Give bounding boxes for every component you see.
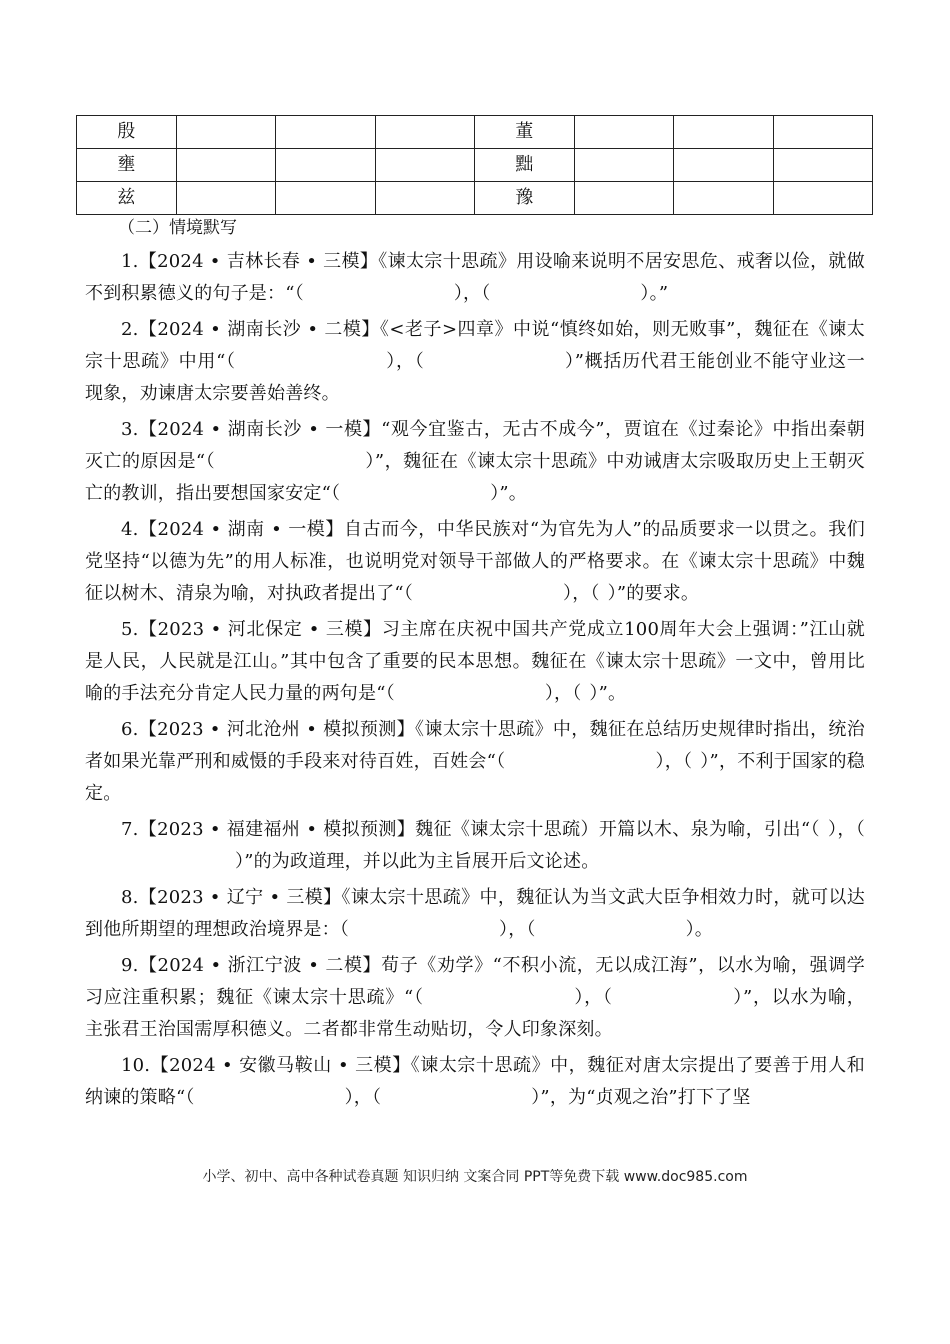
table-blank-cell bbox=[375, 182, 475, 215]
question-text: ）”的为政道理，并以此为主旨展开后文论述。 bbox=[235, 851, 600, 872]
question-text: ）”的要求。 bbox=[607, 583, 700, 604]
table-blank-cell bbox=[176, 116, 276, 149]
question-text: ），（ bbox=[344, 1087, 382, 1108]
table-char-cell: 殷 bbox=[77, 116, 177, 149]
question-item bbox=[85, 950, 865, 1046]
question-text: ），（ bbox=[453, 283, 491, 304]
question-text: ），（ bbox=[563, 583, 600, 604]
question-text: ）”，不利于国家的稳定。 bbox=[85, 751, 866, 804]
table-blank-cell bbox=[674, 182, 774, 215]
question-item bbox=[85, 514, 865, 610]
table-blank-cell bbox=[773, 182, 873, 215]
question-item bbox=[85, 714, 865, 810]
question-text: 4.【2024 • 湖南 • 一模】自古而今，中华民族对“为官先为人”的品质要求一以贯之。我们党坚持“以德为先”的用人标准，也说明党对领导干部做人的严格要求。在《谏太宗十思疏》中魏征以树木、清泉为喻，对执政者提出了“（ bbox=[85, 519, 865, 604]
table-char-cell: 兹 bbox=[77, 182, 177, 215]
question-text: ）。 bbox=[685, 919, 714, 940]
table-blank-cell bbox=[773, 149, 873, 182]
question-text: ）”，为“贞观之治”打下了坚 bbox=[531, 1087, 751, 1108]
table-blank-cell bbox=[176, 149, 276, 182]
table-char-cell: 壅 bbox=[77, 149, 177, 182]
question-text: 2.【2024 • 湖南长沙 • 二模】《<老子>四章》中说“慎终如始，则无败事”，魏征在《谏太宗十思疏》中用“（ bbox=[85, 319, 865, 372]
table-blank-cell bbox=[574, 116, 674, 149]
table-row bbox=[77, 116, 873, 149]
question-item bbox=[85, 814, 865, 878]
table-blank-cell bbox=[375, 149, 475, 182]
table-blank-cell bbox=[176, 182, 276, 215]
question-text: 5.【2023 • 河北保定 • 三模】习主席在庆祝中国共产党成立100周年大会上强调：”江山就是人民，人民就是江山。”其中包含了重要的民本思想。魏征在《谏太宗十思疏》一文中，曾用比喻的手法充分肯定人民力量的两句是“（ bbox=[85, 619, 865, 704]
question-text: 1.【2024 • 吉林长春 • 三模】《谏太宗十思疏》用设喻来说明不居安思危、戒奢以俭，就做不到积累德义的句子是：“（ bbox=[85, 251, 865, 304]
character-table bbox=[76, 115, 873, 215]
question-text: 7.【2023 • 福建福州 • 模拟预测】魏征《谏太宗十思疏）开篇以木、泉为喻，引出“（ bbox=[121, 819, 820, 840]
table-blank-cell bbox=[375, 116, 475, 149]
question-text: ）”。 bbox=[490, 483, 528, 504]
table-blank-cell bbox=[574, 149, 674, 182]
question-list bbox=[85, 246, 865, 1118]
question-text: ），（ bbox=[655, 751, 693, 772]
question-text: 9.【2024 • 浙江宁波 • 二模】荀子《劝学》“不积小流，无以成江海”，以水为喻，强调学习应注重积累；魏征《谏太宗十思疏》“（ bbox=[85, 955, 865, 1008]
question-text: ）”概括历代君王能创业不能守业这一现象，劝谏唐太宗要善始善终。 bbox=[85, 351, 865, 404]
table-row bbox=[77, 149, 873, 182]
question-text: ），（ bbox=[544, 683, 582, 704]
table-blank-cell bbox=[276, 116, 376, 149]
section-title: （二）情境默写 bbox=[118, 218, 237, 238]
question-item bbox=[85, 1050, 865, 1114]
table-char-cell: 董 bbox=[475, 116, 575, 149]
table-blank-cell bbox=[276, 149, 376, 182]
question-item bbox=[85, 414, 865, 510]
question-text: ）”。 bbox=[589, 683, 627, 704]
question-text: ）。” bbox=[640, 283, 669, 304]
question-text: 3.【2024 • 湖南长沙 • 一模】“观今宜鉴古，无古不成今”，贾谊在《过秦论》中指出秦朝灭亡的原因是“（ bbox=[85, 419, 865, 472]
question-text: ），（ bbox=[499, 919, 536, 940]
footer-text: 小学、初中、高中各种试卷真题 知识归纳 文案合同 PPT等免费下载 www.doc985.com bbox=[202, 1169, 748, 1185]
table-blank-cell bbox=[574, 182, 674, 215]
question-text: 10.【2024 • 安徽马鞍山 • 三模】《谏太宗十思疏》中，魏征对唐太宗提出了要善于用人和纳谏的策略“（ bbox=[85, 1055, 865, 1108]
table-blank-cell bbox=[674, 116, 774, 149]
table-char-cell: 豫 bbox=[475, 182, 575, 215]
table-blank-cell bbox=[276, 182, 376, 215]
question-text: ）”，魏征在《谏太宗十思疏》中劝诫唐太宗吸取历史上王朝灭亡的教训，指出要想国家安定“（ bbox=[85, 451, 865, 504]
question-text: 6.【2023 • 河北沧州 • 模拟预测】《谏太宗十思疏》中，魏征在总结历史规律时指出，统治者如果光靠严刑和威慑的手段来对待百姓，百姓会“（ bbox=[85, 719, 865, 772]
table-blank-cell bbox=[674, 149, 774, 182]
question-item bbox=[85, 246, 865, 310]
question-text: ）”，以水为喻，主张君王治国需厚积德义。二者都非常生动贴切，令人印象深刻。 bbox=[85, 987, 865, 1040]
question-text: ），（ bbox=[827, 819, 865, 840]
question-text: ），（ bbox=[385, 351, 425, 372]
table-char-cell: 黜 bbox=[475, 149, 575, 182]
table-row bbox=[77, 182, 873, 215]
question-item bbox=[85, 882, 865, 946]
question-text: 8.【2023 • 辽宁 • 三模】《谏太宗十思疏》中，魏征认为当文武大臣争相效力时，就可以达到他所期望的理想政治境界是：（ bbox=[85, 887, 865, 940]
question-text: ），（ bbox=[573, 987, 613, 1008]
question-item bbox=[85, 614, 865, 710]
question-item bbox=[85, 314, 865, 410]
table-blank-cell bbox=[773, 116, 873, 149]
